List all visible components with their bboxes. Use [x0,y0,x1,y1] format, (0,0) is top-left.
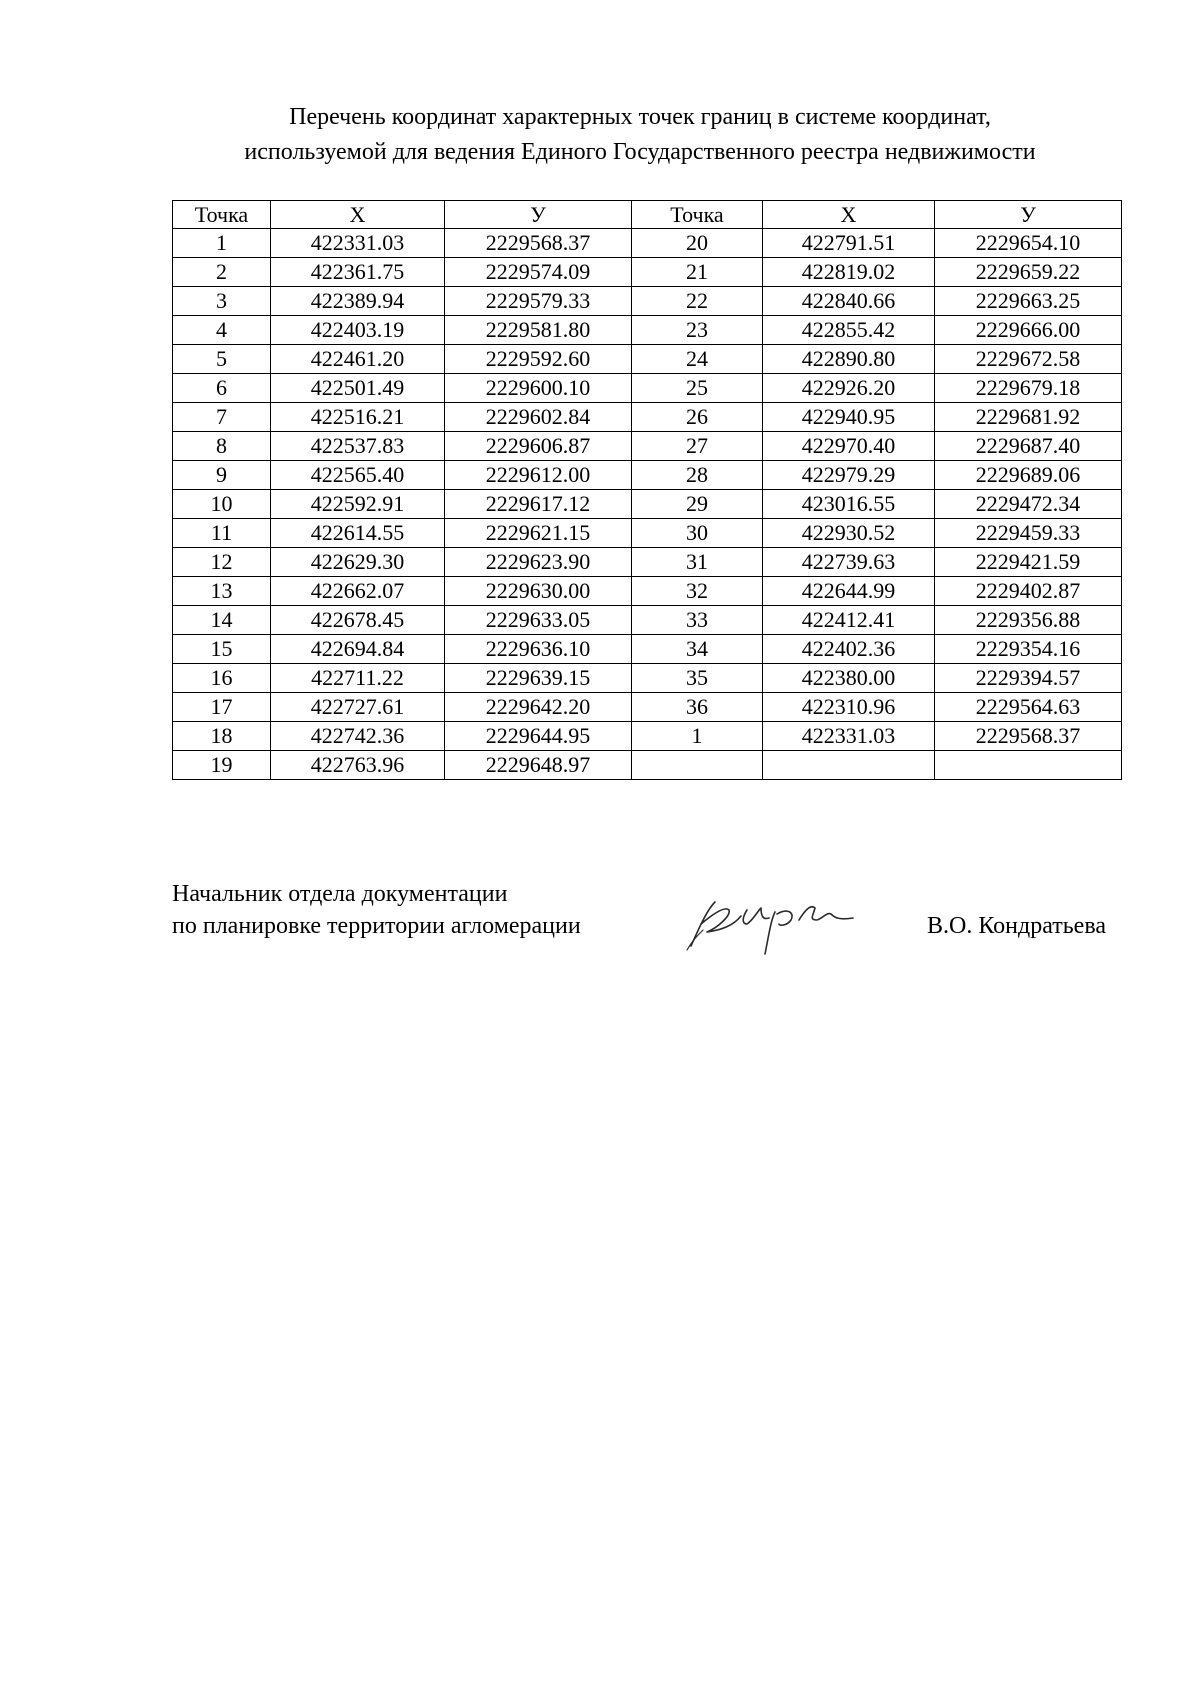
cell-point-right: 24 [632,345,763,374]
cell-point-right: 25 [632,374,763,403]
signature-block [172,878,1152,968]
cell-point-right: 22 [632,287,763,316]
table-row [173,432,1122,461]
cell-y-left: 2229642.20 [445,693,632,722]
cell-point-right: 31 [632,548,763,577]
cell-y-right: 2229402.87 [935,577,1122,606]
header-x-left: X [271,201,445,229]
cell-y-right: 2229687.40 [935,432,1122,461]
cell-x-right: 422644.99 [763,577,935,606]
table-row [173,519,1122,548]
cell-y-left: 2229581.80 [445,316,632,345]
cell-point-left: 2 [173,258,271,287]
signer-name: В.О. Кондратьева [927,913,1106,939]
cell-point-left: 6 [173,374,271,403]
cell-x-left: 422711.22 [271,664,445,693]
cell-point-right [632,751,763,780]
cell-x-left: 422629.30 [271,548,445,577]
cell-y-left: 2229568.37 [445,229,632,258]
table-row [173,403,1122,432]
cell-x-right: 422970.40 [763,432,935,461]
cell-y-right: 2229564.63 [935,693,1122,722]
cell-x-left: 422694.84 [271,635,445,664]
table-row [173,490,1122,519]
cell-y-left: 2229579.33 [445,287,632,316]
cell-y-right: 2229394.57 [935,664,1122,693]
cell-point-left: 13 [173,577,271,606]
table-row [173,693,1122,722]
table-row [173,606,1122,635]
cell-point-left: 8 [173,432,271,461]
cell-y-right: 2229659.22 [935,258,1122,287]
header-point-left: Точка [173,201,271,229]
cell-x-right: 422979.29 [763,461,935,490]
cell-x-left: 422403.19 [271,316,445,345]
cell-y-right: 2229689.06 [935,461,1122,490]
table-header-row [173,201,1122,229]
table-row [173,374,1122,403]
cell-point-left: 14 [173,606,271,635]
cell-y-right: 2229421.59 [935,548,1122,577]
cell-x-left: 422742.36 [271,722,445,751]
cell-y-left: 2229633.05 [445,606,632,635]
cell-point-left: 5 [173,345,271,374]
handwritten-signature [677,890,867,962]
cell-x-left: 422516.21 [271,403,445,432]
cell-y-left: 2229648.97 [445,751,632,780]
header-point-right: Точка [632,201,763,229]
cell-x-right: 422739.63 [763,548,935,577]
cell-y-right: 2229568.37 [935,722,1122,751]
cell-x-left: 422361.75 [271,258,445,287]
cell-y-left: 2229606.87 [445,432,632,461]
cell-x-right: 422819.02 [763,258,935,287]
table-row [173,461,1122,490]
cell-point-left: 9 [173,461,271,490]
cell-point-left: 3 [173,287,271,316]
cell-point-right: 26 [632,403,763,432]
table-row [173,316,1122,345]
cell-x-right: 422926.20 [763,374,935,403]
table-row [173,751,1122,780]
cell-x-right: 422840.66 [763,287,935,316]
position-line-2: по планировке территории агломерации [172,913,581,939]
table-row [173,577,1122,606]
cell-x-left: 422461.20 [271,345,445,374]
cell-x-right: 423016.55 [763,490,935,519]
cell-y-right: 2229459.33 [935,519,1122,548]
cell-x-left: 422331.03 [271,229,445,258]
coordinates-table [172,200,1122,780]
cell-y-left: 2229630.00 [445,577,632,606]
cell-y-right: 2229354.16 [935,635,1122,664]
cell-y-left: 2229602.84 [445,403,632,432]
cell-y-left: 2229623.90 [445,548,632,577]
cell-point-right: 33 [632,606,763,635]
cell-x-left: 422389.94 [271,287,445,316]
cell-point-left: 11 [173,519,271,548]
cell-point-right: 1 [632,722,763,751]
document-title [160,100,1120,170]
cell-x-right: 422380.00 [763,664,935,693]
title-line-2: используемой для ведения Единого Государственного реестра недвижимости [244,139,1036,165]
cell-point-left: 17 [173,693,271,722]
cell-x-right: 422331.03 [763,722,935,751]
signer-position [172,878,581,942]
cell-y-left: 2229639.15 [445,664,632,693]
cell-y-right: 2229654.10 [935,229,1122,258]
cell-point-right: 35 [632,664,763,693]
cell-x-left: 422727.61 [271,693,445,722]
cell-x-left: 422592.91 [271,490,445,519]
table-row [173,722,1122,751]
header-y-right: У [935,201,1122,229]
cell-point-right: 29 [632,490,763,519]
cell-y-right: 2229681.92 [935,403,1122,432]
cell-y-right: 2229472.34 [935,490,1122,519]
cell-x-left: 422678.45 [271,606,445,635]
header-x-right: X [763,201,935,229]
cell-point-right: 28 [632,461,763,490]
cell-y-right: 2229679.18 [935,374,1122,403]
table-body [173,229,1122,780]
cell-x-right: 422402.36 [763,635,935,664]
cell-point-left: 18 [173,722,271,751]
cell-point-left: 15 [173,635,271,664]
cell-y-left: 2229574.09 [445,258,632,287]
cell-point-right: 20 [632,229,763,258]
cell-y-left: 2229644.95 [445,722,632,751]
table-row [173,345,1122,374]
cell-x-left: 422662.07 [271,577,445,606]
table-row [173,258,1122,287]
cell-y-left: 2229592.60 [445,345,632,374]
cell-x-right: 422930.52 [763,519,935,548]
cell-x-left: 422537.83 [271,432,445,461]
cell-y-right [935,751,1122,780]
cell-x-left: 422501.49 [271,374,445,403]
cell-point-right: 27 [632,432,763,461]
cell-x-right: 422412.41 [763,606,935,635]
table-row [173,635,1122,664]
cell-point-right: 21 [632,258,763,287]
cell-point-left: 16 [173,664,271,693]
cell-x-right: 422855.42 [763,316,935,345]
title-line-1: Перечень координат характерных точек границ в системе координат, [289,104,991,130]
table-row [173,548,1122,577]
position-line-1: Начальник отдела документации [172,881,508,907]
header-y-left: У [445,201,632,229]
cell-point-right: 32 [632,577,763,606]
cell-point-left: 7 [173,403,271,432]
cell-x-right: 422890.80 [763,345,935,374]
cell-point-left: 12 [173,548,271,577]
cell-y-left: 2229612.00 [445,461,632,490]
cell-y-right: 2229666.00 [935,316,1122,345]
cell-x-left: 422565.40 [271,461,445,490]
cell-y-left: 2229621.15 [445,519,632,548]
table-row [173,287,1122,316]
table-row [173,664,1122,693]
cell-x-right: 422791.51 [763,229,935,258]
cell-point-left: 4 [173,316,271,345]
cell-point-left: 10 [173,490,271,519]
cell-x-left: 422763.96 [271,751,445,780]
cell-point-right: 23 [632,316,763,345]
cell-y-right: 2229672.58 [935,345,1122,374]
cell-y-left: 2229617.12 [445,490,632,519]
cell-x-right: 422940.95 [763,403,935,432]
table-row [173,229,1122,258]
cell-y-left: 2229636.10 [445,635,632,664]
cell-y-right: 2229356.88 [935,606,1122,635]
cell-point-left: 19 [173,751,271,780]
cell-point-right: 36 [632,693,763,722]
cell-x-right: 422310.96 [763,693,935,722]
cell-point-right: 34 [632,635,763,664]
cell-point-left: 1 [173,229,271,258]
cell-x-right [763,751,935,780]
cell-y-left: 2229600.10 [445,374,632,403]
cell-x-left: 422614.55 [271,519,445,548]
cell-point-right: 30 [632,519,763,548]
cell-y-right: 2229663.25 [935,287,1122,316]
